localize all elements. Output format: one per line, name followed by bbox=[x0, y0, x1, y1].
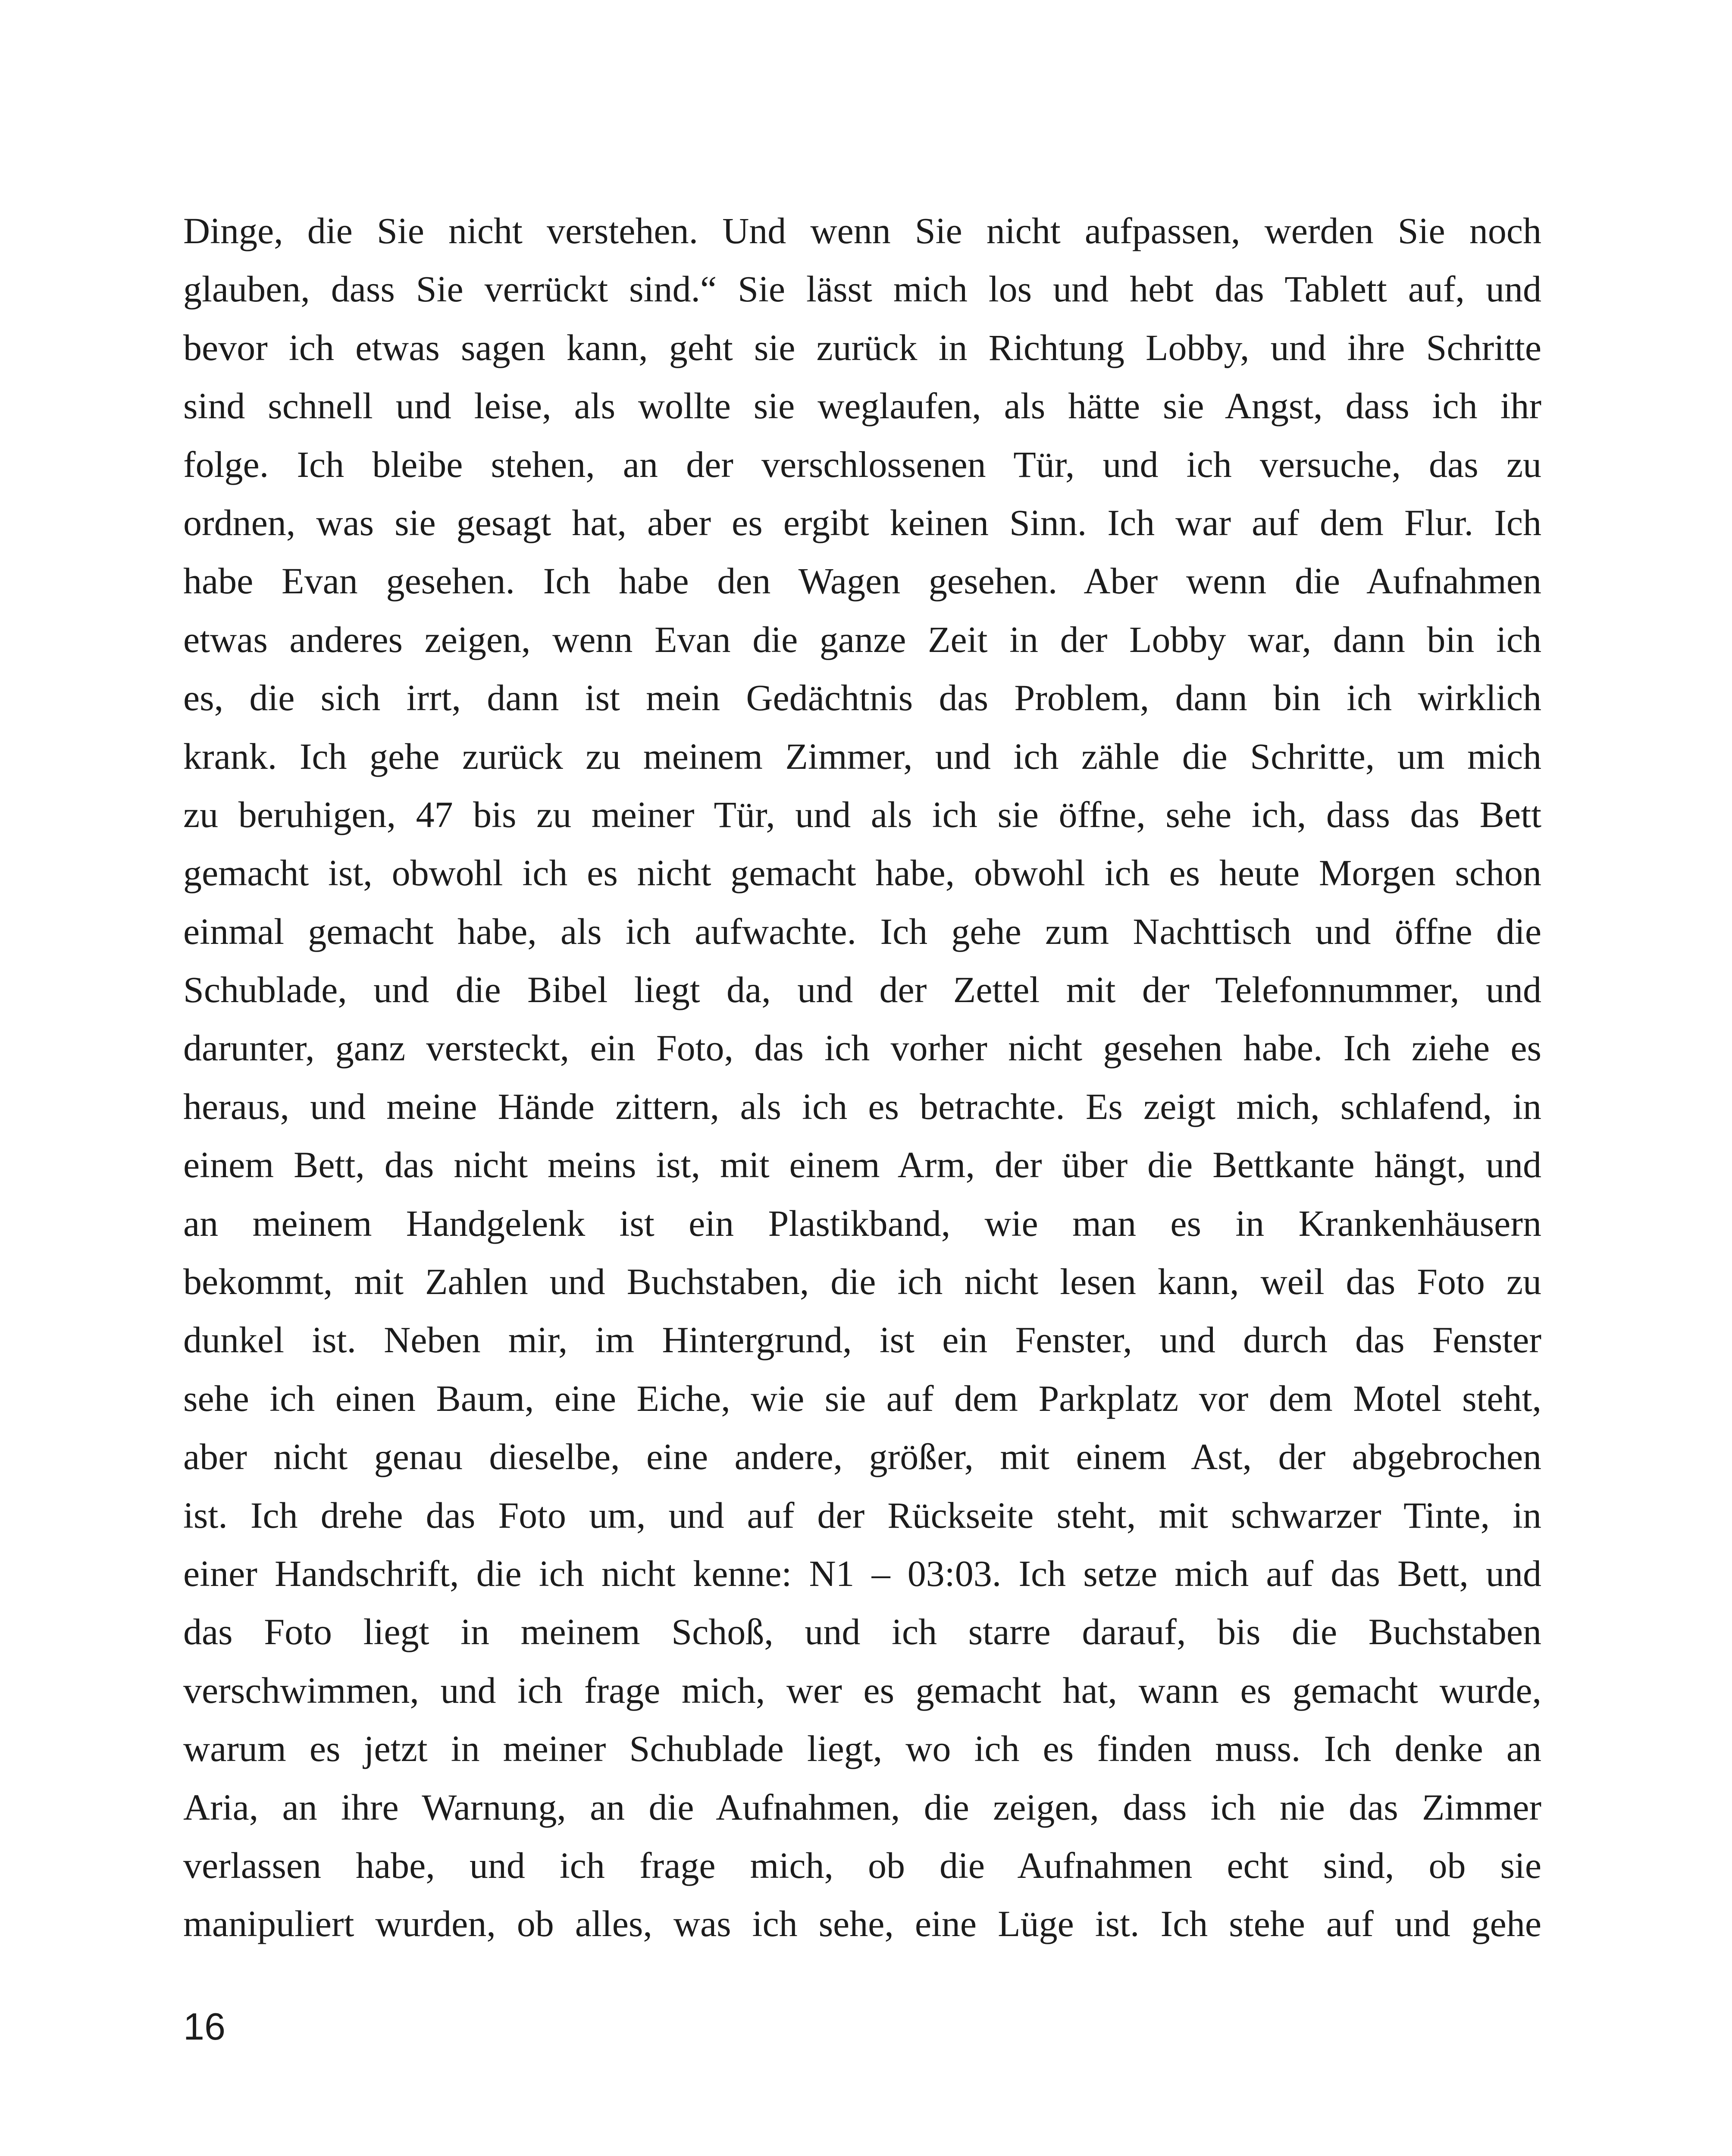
text-line: warum es jetzt in meiner Schublade liegt, wo ich es finden muss. Ich denke an bbox=[183, 1728, 1541, 1770]
text-line: es, die sich irrt, dann ist mein Gedächtnis das Problem, dann bin ich wirklich bbox=[183, 677, 1541, 719]
text-line: einer Handschrift, die ich nicht kenne: N1 – 03:03. Ich setze mich auf das Bett, und bbox=[183, 1552, 1541, 1594]
text-line: darunter, ganz versteckt, ein Foto, das ich vorher nicht gesehen habe. Ich ziehe es bbox=[183, 1027, 1541, 1069]
text-line: etwas anderes zeigen, wenn Evan die ganze Zeit in der Lobby war, dann bin ich bbox=[183, 618, 1541, 660]
text-line: das Foto liegt in meinem Schoß, und ich starre darauf, bis die Buchstaben bbox=[183, 1611, 1541, 1653]
text-line: glauben, dass Sie verrückt sind.“ Sie lässt mich los und hebt das Tablett auf, und bbox=[183, 268, 1541, 310]
text-line: krank. Ich gehe zurück zu meinem Zimmer, und ich zähle die Schritte, um mich bbox=[183, 735, 1541, 777]
text-line: verlassen habe, und ich frage mich, ob die Aufnahmen echt sind, ob sie bbox=[183, 1844, 1541, 1886]
text-line: dunkel ist. Neben mir, im Hintergrund, ist ein Fenster, und durch das Fenster bbox=[183, 1319, 1541, 1361]
text-line: an meinem Handgelenk ist ein Plastikband, wie man es in Krankenhäusern bbox=[183, 1202, 1541, 1244]
text-line: manipuliert wurden, ob alles, was ich sehe, eine Lüge ist. Ich stehe auf und gehe bbox=[183, 1903, 1541, 1945]
text-line: sehe ich einen Baum, eine Eiche, wie sie auf dem Parkplatz vor dem Motel steht, bbox=[183, 1377, 1541, 1419]
text-line: folge. Ich bleibe stehen, an der verschlossenen Tür, und ich versuche, das zu bbox=[183, 443, 1541, 485]
text-line: heraus, und meine Hände zittern, als ich es betrachte. Es zeigt mich, schlafend, in bbox=[183, 1085, 1541, 1127]
text-line: einem Bett, das nicht meins ist, mit einem Arm, der über die Bettkante hängt, und bbox=[183, 1144, 1541, 1186]
text-line: Dinge, die Sie nicht verstehen. Und wenn Sie nicht aufpassen, werden Sie noch bbox=[183, 210, 1541, 251]
text-line: sind schnell und leise, als wollte sie weglaufen, als hätte sie Angst, dass ich ihr bbox=[183, 385, 1541, 427]
body-text bbox=[183, 202, 1541, 1953]
text-line: bekommt, mit Zahlen und Buchstaben, die ich nicht lesen kann, weil das Foto zu bbox=[183, 1261, 1541, 1303]
page-number: 16 bbox=[183, 2005, 226, 2048]
text-line: Aria, an ihre Warnung, an die Aufnahmen, die zeigen, dass ich nie das Zimmer bbox=[183, 1786, 1541, 1828]
text-line: aber nicht genau dieselbe, eine andere, größer, mit einem Ast, der abgebrochen bbox=[183, 1436, 1541, 1478]
text-line: habe Evan gesehen. Ich habe den Wagen gesehen. Aber wenn die Aufnahmen bbox=[183, 560, 1541, 602]
text-line: ist. Ich drehe das Foto um, und auf der Rückseite steht, mit schwarzer Tinte, in bbox=[183, 1494, 1541, 1536]
text-line: verschwimmen, und ich frage mich, wer es gemacht hat, wann es gemacht wurde, bbox=[183, 1669, 1541, 1711]
text-line: zu beruhigen, 47 bis zu meiner Tür, und als ich sie öffne, sehe ich, dass das Bett bbox=[183, 793, 1541, 835]
text-line: bevor ich etwas sagen kann, geht sie zurück in Richtung Lobby, und ihre Schritte bbox=[183, 326, 1541, 368]
text-line: Schublade, und die Bibel liegt da, und der Zettel mit der Telefonnummer, und bbox=[183, 969, 1541, 1011]
text-line: einmal gemacht habe, als ich aufwachte. Ich gehe zum Nachttisch und öffne die bbox=[183, 910, 1541, 952]
text-line: ordnen, was sie gesagt hat, aber es ergibt keinen Sinn. Ich war auf dem Flur. Ich bbox=[183, 501, 1541, 543]
text-line: gemacht ist, obwohl ich es nicht gemacht habe, obwohl ich es heute Morgen schon bbox=[183, 852, 1541, 894]
